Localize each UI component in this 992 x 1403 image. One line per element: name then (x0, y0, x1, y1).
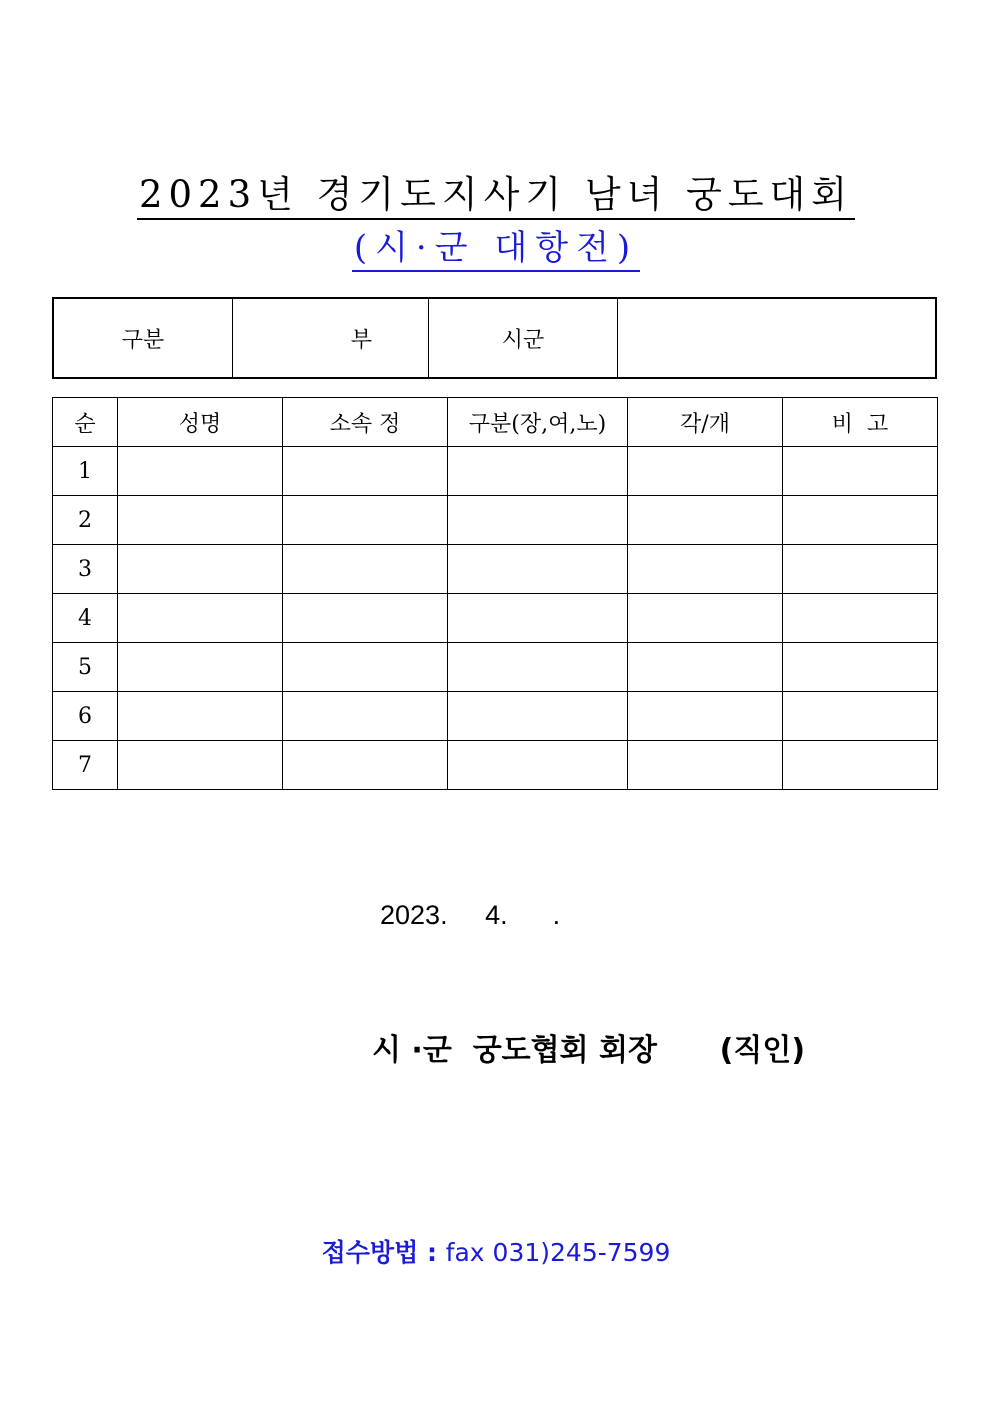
table-row (53, 496, 938, 545)
cell-category[interactable] (448, 545, 628, 594)
submission-fax: fax 031)245-7599 (445, 1238, 671, 1267)
cell-rank[interactable] (628, 643, 783, 692)
header-remarks: 비 고 (783, 398, 938, 447)
info-division-label: 부 (233, 298, 429, 378)
row-number: 7 (53, 741, 118, 790)
submission-label: 접수방법 (321, 1238, 419, 1267)
document-subtitle-text: (시·군 대항전) (352, 228, 640, 272)
cell-rank[interactable] (628, 496, 783, 545)
cell-remarks[interactable] (783, 496, 938, 545)
cell-name[interactable] (118, 496, 283, 545)
cell-category[interactable] (448, 643, 628, 692)
row-number: 2 (53, 496, 118, 545)
document-date: 2023. 4. . (380, 900, 561, 930)
row-number: 5 (53, 643, 118, 692)
table-row (53, 692, 938, 741)
submission-method (0, 1233, 992, 1269)
cell-name[interactable] (118, 741, 283, 790)
info-city-value[interactable] (618, 298, 937, 378)
cell-category[interactable] (448, 741, 628, 790)
cell-remarks[interactable] (783, 741, 938, 790)
cell-category[interactable] (448, 594, 628, 643)
cell-remarks[interactable] (783, 447, 938, 496)
cell-affiliation[interactable] (283, 692, 448, 741)
cell-remarks[interactable] (783, 545, 938, 594)
info-table (52, 297, 937, 379)
info-category-label: 구분 (53, 298, 233, 378)
table-row (53, 594, 938, 643)
cell-rank[interactable] (628, 447, 783, 496)
header-affiliation: 소속 정 (283, 398, 448, 447)
table-row (53, 447, 938, 496)
row-number: 3 (53, 545, 118, 594)
table-row (53, 545, 938, 594)
participant-table (52, 397, 938, 790)
cell-name[interactable] (118, 692, 283, 741)
cell-category[interactable] (448, 496, 628, 545)
cell-remarks[interactable] (783, 692, 938, 741)
row-number: 1 (53, 447, 118, 496)
document-subtitle (0, 226, 992, 270)
cell-remarks[interactable] (783, 594, 938, 643)
header-order: 순 (53, 398, 118, 447)
info-row (53, 298, 936, 378)
cell-affiliation[interactable] (283, 545, 448, 594)
cell-remarks[interactable] (783, 643, 938, 692)
cell-name[interactable] (118, 643, 283, 692)
cell-affiliation[interactable] (283, 496, 448, 545)
cell-affiliation[interactable] (283, 594, 448, 643)
table-row (53, 741, 938, 790)
cell-name[interactable] (118, 447, 283, 496)
document-title (0, 172, 992, 218)
document-title-text: 2023년 경기도지사기 남녀 궁도대회 (137, 173, 855, 220)
cell-rank[interactable] (628, 741, 783, 790)
cell-rank[interactable] (628, 594, 783, 643)
cell-affiliation[interactable] (283, 741, 448, 790)
row-number: 6 (53, 692, 118, 741)
table-row (53, 643, 938, 692)
cell-category[interactable] (448, 447, 628, 496)
cell-rank[interactable] (628, 545, 783, 594)
submission-separator: : (426, 1238, 437, 1267)
row-number: 4 (53, 594, 118, 643)
cell-affiliation[interactable] (283, 643, 448, 692)
header-name: 성명 (118, 398, 283, 447)
cell-affiliation[interactable] (283, 447, 448, 496)
cell-name[interactable] (118, 594, 283, 643)
signature-line: 시 ·군 궁도협회 회장 (직인) (372, 1033, 806, 1068)
cell-name[interactable] (118, 545, 283, 594)
info-city-label: 시군 (429, 298, 618, 378)
header-rank: 각/개 (628, 398, 783, 447)
cell-rank[interactable] (628, 692, 783, 741)
cell-category[interactable] (448, 692, 628, 741)
header-category: 구분(장,여,노) (448, 398, 628, 447)
table-header-row (53, 398, 938, 447)
